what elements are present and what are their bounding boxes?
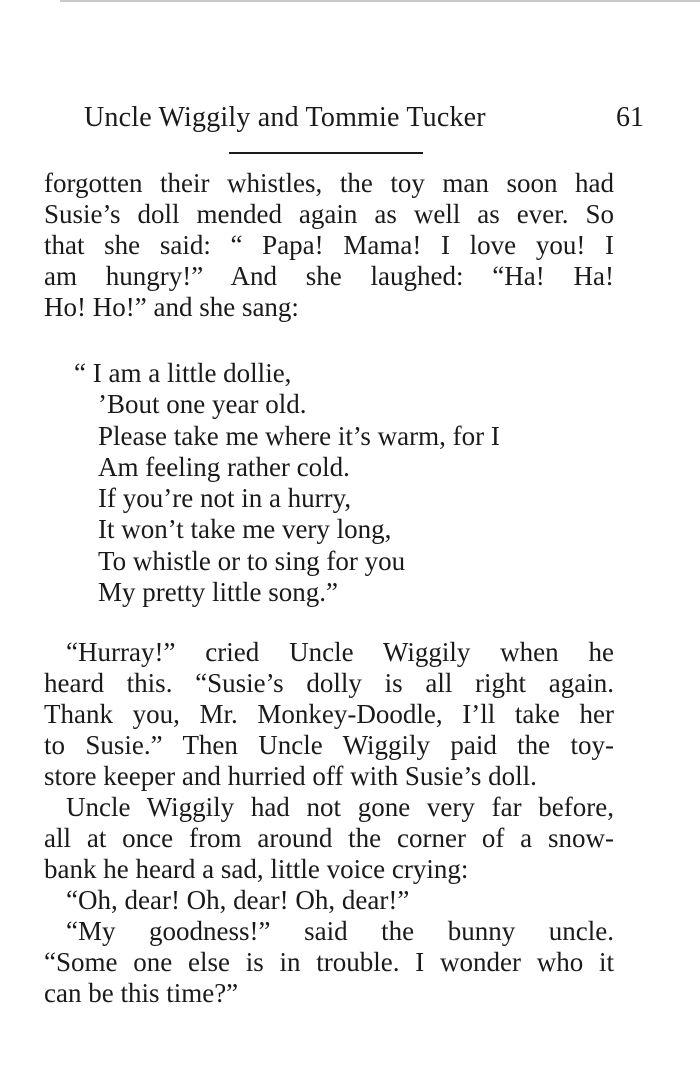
verse-line: Please take me where it’s warm, for I (98, 420, 500, 451)
verse-line: If you’re not in a hurry, (98, 483, 352, 514)
running-title: Uncle Wiggily and Tommie Tucker (84, 102, 486, 133)
top-edge-rule (60, 0, 700, 2)
paragraph-continued (44, 168, 614, 323)
text-line: “Some one else is in trouble. I wonder who it (44, 947, 614, 977)
verse-line: Am feeling rather cold. (98, 451, 350, 482)
text-line: “Oh, dear! Oh, dear! Oh, dear!” (66, 885, 410, 915)
text-line: am hungry!” And she laughed: “Ha! Ha! (44, 261, 614, 291)
text-line: that she said: “ Papa! Mama! I love you! I (44, 230, 614, 260)
verse-line: My pretty little song.” (98, 577, 338, 608)
text-line: “Hurray!” cried Uncle Wiggily when he (66, 637, 614, 667)
verse-line: “ I am a little dollie, (74, 358, 292, 388)
text-line: Susie’s doll mended again as well as ever. So (44, 199, 614, 229)
text-line: Ho! Ho!” and she sang: (44, 292, 299, 322)
text-line: can be this time?” (44, 978, 239, 1008)
verse-line: To whistle or to sing for you (98, 545, 406, 576)
text-line: all at once from around the corner of a snow- (44, 823, 614, 853)
running-header (0, 96, 700, 140)
text-line: forgotten their whistles, the toy man soon had (44, 168, 614, 198)
text-line: bank he heard a sad, little voice crying: (44, 854, 469, 884)
text-line: to Susie.” Then Uncle Wiggily paid the toy- (44, 730, 614, 760)
text-line: heard this. “Susie’s dolly is all right again. (44, 668, 614, 698)
text-line: Uncle Wiggily had not gone very far before, (66, 792, 614, 822)
text-line: Thank you, Mr. Monkey-Doodle, I’ll take her (44, 699, 614, 729)
paragraphs-after-verse (44, 637, 614, 1009)
text-line: “My goodness!” said the bunny uncle. (66, 916, 614, 946)
page-number: 61 (616, 102, 644, 133)
text-line: store keeper and hurried off with Susie’s doll. (44, 761, 537, 791)
header-rule (229, 152, 423, 154)
song-verse (74, 358, 574, 608)
verse-line: It won’t take me very long, (98, 514, 392, 545)
verse-line: ’Bout one year old. (98, 389, 307, 420)
